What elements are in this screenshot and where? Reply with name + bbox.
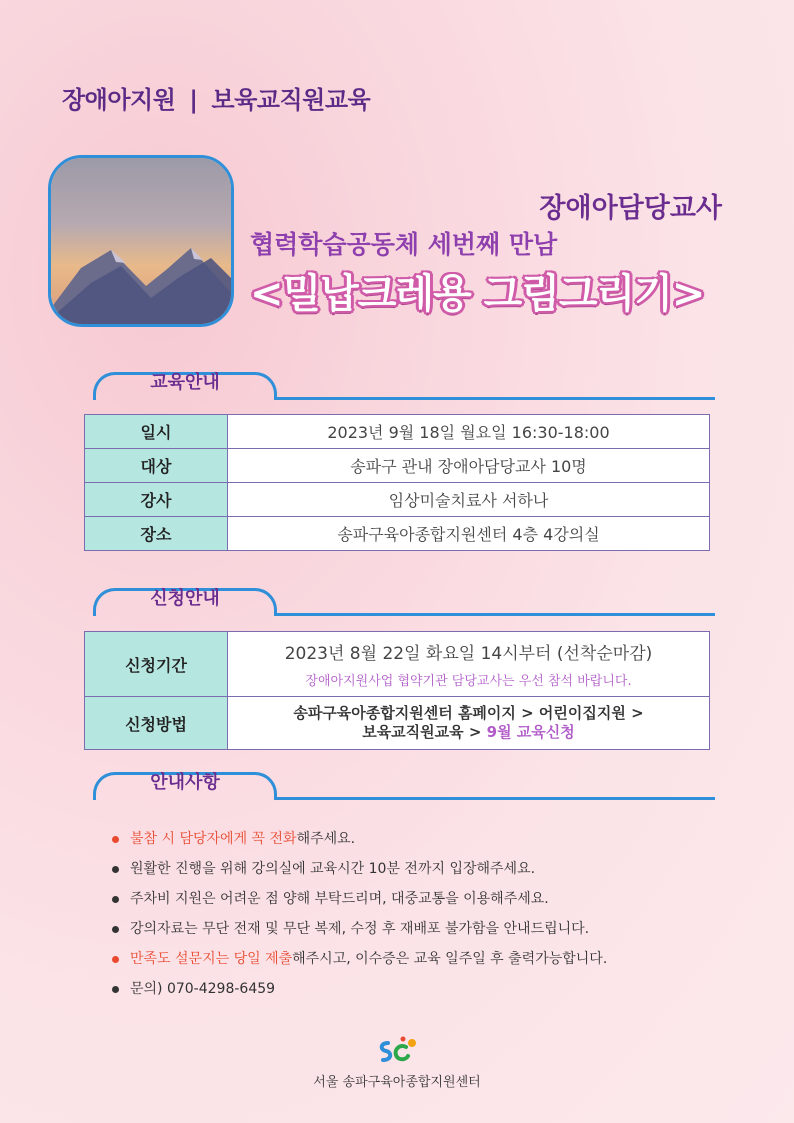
- row-value: 송파구육아종합지원센터 4층 4강의실: [228, 517, 710, 551]
- table-row: [85, 483, 710, 517]
- row-value: 2023년 9월 18일 월요일 16:30-18:00: [228, 415, 710, 449]
- method-line-1: 송파구육아종합지원센터 홈페이지 > 어린이집지원 >: [293, 704, 644, 722]
- table-row: [85, 517, 710, 551]
- item-text: 원활한 진행을 위해 강의실에 교육시간 10분 전까지 입장해주세요.: [130, 861, 536, 877]
- category-separator: |: [189, 86, 198, 114]
- list-item: [110, 888, 607, 918]
- row-value: [228, 697, 710, 750]
- table-row: [85, 632, 710, 697]
- method-highlight: 9월 교육신청: [486, 723, 575, 741]
- section-divider: [277, 613, 715, 616]
- org-name: 서울 송파구육아종합지원센터: [313, 1075, 481, 1090]
- list-item: [110, 948, 607, 978]
- row-key: 신청방법: [85, 697, 228, 750]
- row-key: 강사: [85, 483, 228, 517]
- list-item: [110, 918, 607, 948]
- item-text: 해주시고, 이수증은 교육 일주일 후 출력가능합니다.: [292, 951, 608, 967]
- row-value: 송파구 관내 장애아담당교사 10명: [228, 449, 710, 483]
- section-heading: 교육안내: [150, 372, 220, 393]
- list-item: [110, 858, 607, 888]
- subtitle: 협력학습공동체 세번째 만남: [250, 230, 558, 259]
- row-value: [228, 632, 710, 697]
- center-logo-icon: [374, 1035, 420, 1065]
- header-category: [62, 80, 370, 115]
- notice-list: [110, 828, 607, 1008]
- table-row: [85, 697, 710, 750]
- target-audience-title: 장애아담당교사: [539, 193, 722, 224]
- row-key: 신청기간: [85, 632, 228, 697]
- item-text: 해주세요.: [296, 831, 356, 847]
- row-key: 대상: [85, 449, 228, 483]
- item-highlight: 불참 시 담당자에게 꼭 전화: [130, 831, 297, 847]
- period-note: 장애아지원사업 협약기관 담당교사는 우선 참석 바랍니다.: [305, 674, 632, 689]
- section-divider: [277, 397, 715, 400]
- application-info-table: [84, 631, 710, 750]
- education-info-table: [84, 414, 710, 551]
- section-notice: [93, 772, 715, 802]
- list-item: [110, 828, 607, 858]
- row-key: 일시: [85, 415, 228, 449]
- row-key: 장소: [85, 517, 228, 551]
- method-line-2: [229, 723, 708, 742]
- table-row: [85, 415, 710, 449]
- program-label: 보육교직원교육: [211, 86, 371, 114]
- crayon-mountain-image: [48, 155, 234, 327]
- section-divider: [277, 797, 715, 800]
- item-text: 문의) 070-4298-6459: [130, 981, 276, 997]
- list-item: [110, 978, 607, 1008]
- main-title: <밀납크레용 그림그리기>: [250, 271, 705, 317]
- section-heading: 안내사항: [150, 772, 220, 793]
- section-application-info: [93, 588, 715, 618]
- section-heading: 신청안내: [150, 588, 220, 609]
- item-text: 주차비 지원은 어려운 점 양해 부탁드리며, 대중교통을 이용해주세요.: [130, 891, 549, 907]
- category-label: 장애아지원: [62, 86, 176, 114]
- item-text: 강의자료는 무단 전재 및 무단 복제, 수정 후 재배포 불가함을 안내드립니다.: [130, 921, 590, 937]
- footer: [0, 1035, 794, 1090]
- table-row: [85, 449, 710, 483]
- method-path: 보육교직원교육 >: [362, 723, 487, 741]
- section-education-info: [93, 372, 715, 402]
- period-value: 2023년 8월 22일 화요일 14시부터 (선착순마감): [284, 644, 653, 664]
- row-value: 임상미술치료사 서하나: [228, 483, 710, 517]
- item-highlight: 만족도 설문지는 당일 제출: [130, 951, 293, 967]
